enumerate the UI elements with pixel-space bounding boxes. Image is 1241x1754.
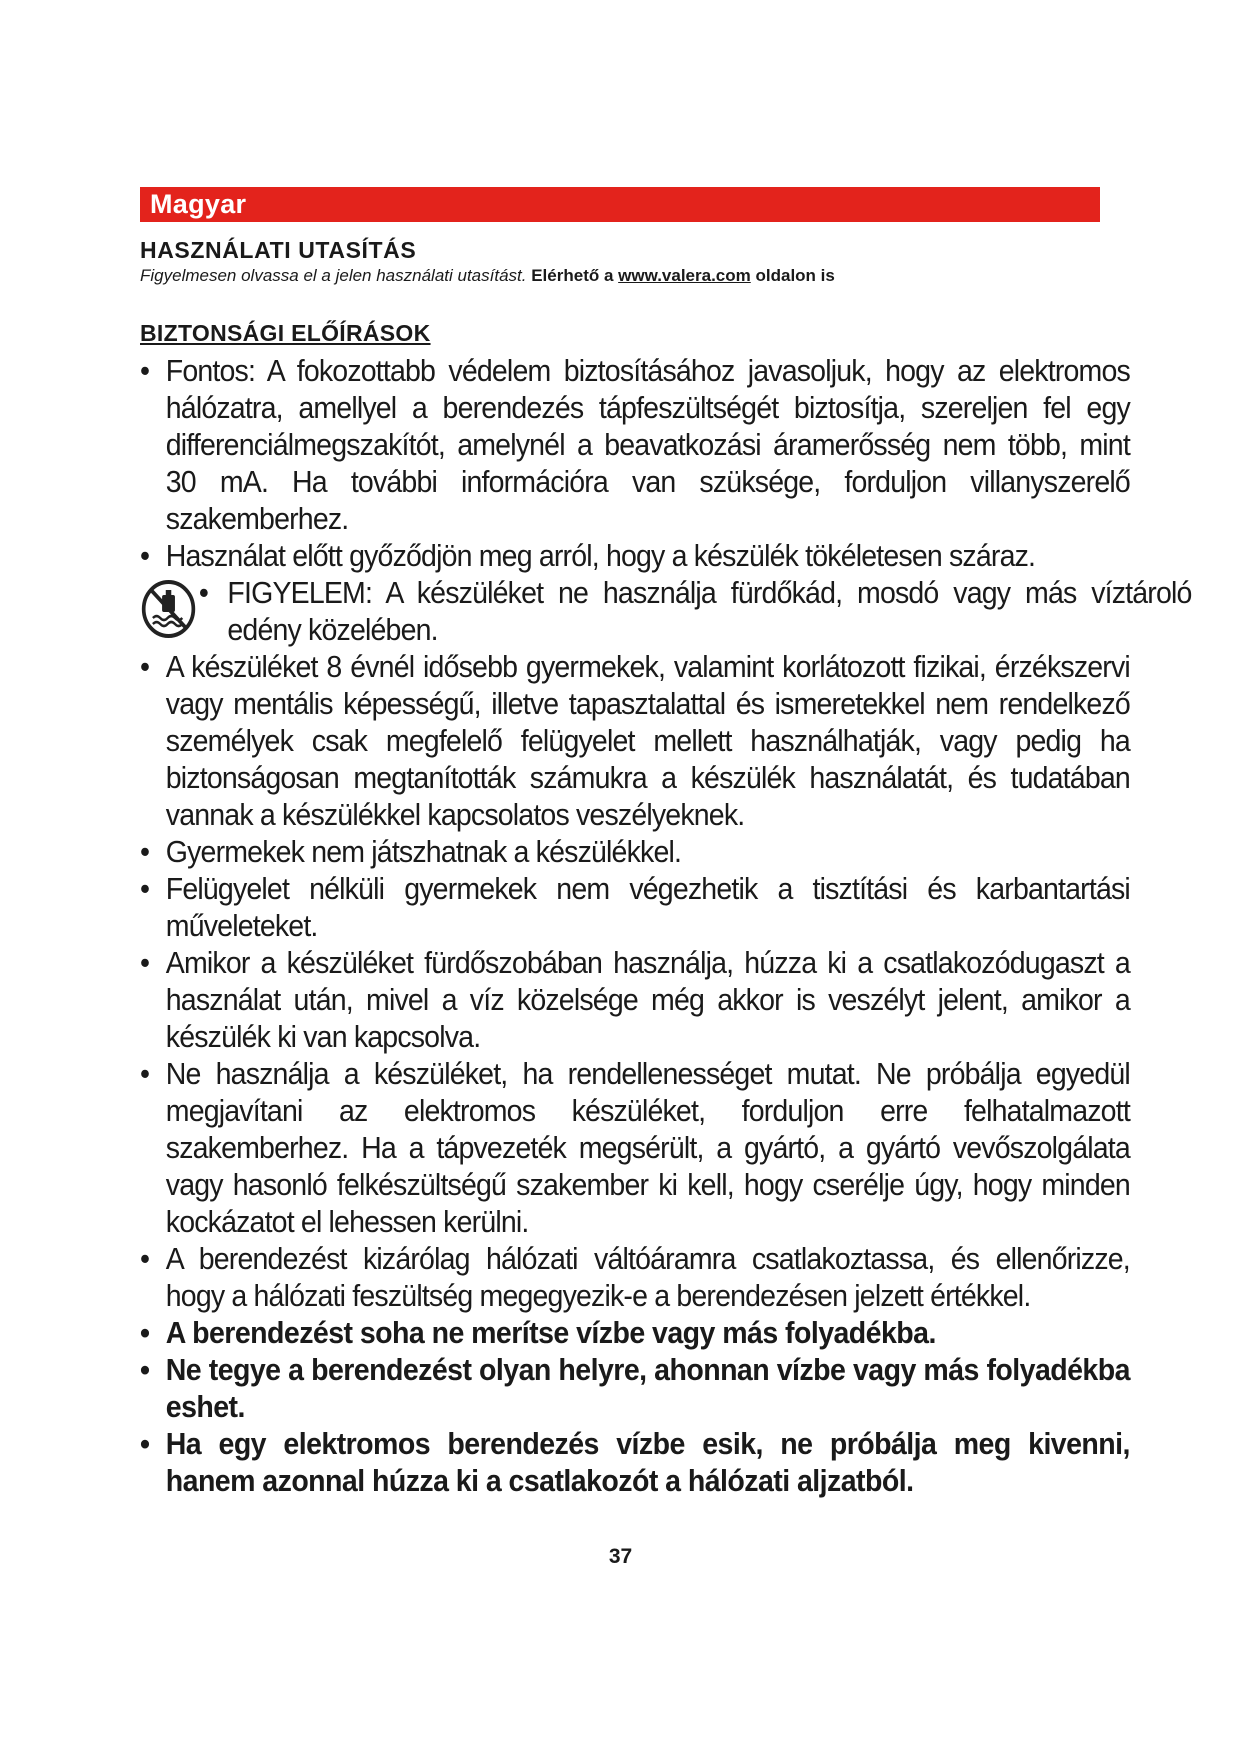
bullet: • — [140, 1056, 150, 1091]
rule-text: A készüléket 8 évnél idősebb gyermekek, valamint korlátozott fizikai, érzékszervi vagy mentális képességű, illetve tapasztalattal és ismeretekkel nem rendelkező személyek csak megfelelő felügyelet mellett használhatják, vagy pedig ha biztonságosan megtanították számukra a készülék használatát, és tudatában vannak a készülékkel kapcsolatos veszélyeknek. — [165, 649, 1130, 832]
rule-text: A berendezést soha ne merítse vízbe vagy más folyadékba. — [165, 1315, 936, 1350]
rule-item-bold — [140, 1314, 1130, 1351]
rule-text: A berendezést kizárólag hálózati váltóáramra csatlakoztassa, és ellenőrizze, hogy a hálózati feszültség megegyezik-e a berendezésen jelzett értékkel. — [165, 1241, 1130, 1313]
rule-text: FIGYELEM: A készüléket ne használja fürdőkád, mosdó vagy más víztároló edény közelében. — [227, 575, 1192, 647]
rule-item — [140, 1055, 1130, 1240]
bullet: • — [140, 871, 150, 906]
rule-item-bold — [140, 1425, 1130, 1499]
rule-item-bold — [140, 1351, 1130, 1425]
rule-text: Felügyelet nélküli gyermekek nem végezhetik a tisztítási és karbantartási műveleteket. — [165, 871, 1130, 943]
language-bar — [140, 187, 1100, 222]
bullet: • — [140, 834, 150, 869]
page-number: 37 — [608, 1545, 633, 1568]
bullet: • — [140, 1352, 150, 1387]
bullet: • — [198, 575, 209, 610]
rule-text: Fontos: A fokozottabb védelem biztosításához javasoljuk, hogy az elektromos hálózatra, amellyel a berendezés tápfeszültségét biztosítja, szereljen fel egy differenciálmegszakítót, amelynél a beavatkozási áramerősség nem több, mint 30 mA. Ha további információra van szüksége, forduljon villanyszerelő szakemberhez. — [165, 353, 1130, 536]
rule-text: Ne használja a készüléket, ha rendellenességet mutat. Ne próbálja egyedül megjavítani az elektromos készüléket, forduljon erre felhatalmazott szakemberhez. Ha a tápvezeték megsérült, a gyártó, a gyártó vevőszolgálata vagy hasonló felkészültségű szakember ki kell, hogy cserélje úgy, hogy minden kockázatot el lehessen kerülni. — [165, 1056, 1130, 1239]
bullet: • — [140, 945, 150, 980]
bullet: • — [140, 649, 150, 684]
rule-item-warning — [140, 574, 1192, 648]
language-label: Magyar — [150, 189, 247, 219]
no-use-near-water-icon — [140, 578, 197, 640]
bullet: • — [140, 1315, 150, 1350]
rule-text: Gyermekek nem játszhatnak a készülékkel. — [165, 834, 682, 869]
section-title: BIZTONSÁGI ELŐÍRÁSOK — [140, 320, 431, 346]
rule-item — [140, 1240, 1130, 1314]
rule-text: Ha egy elektromos berendezés vízbe esik, ne próbálja meg kivenni, hanem azonnal húzza ki a csatlakozót a hálózati aljzatból. — [165, 1426, 1130, 1498]
rule-text: Használat előtt győződjön meg arról, hogy a készülék tökéletesen száraz. — [165, 538, 1036, 573]
subtitle-available: Elérhető a — [531, 266, 614, 285]
rule-text: Ne tegye a berendezést olyan helyre, ahonnan vízbe vagy más folyadékba eshet. — [165, 1352, 1130, 1424]
subtitle-instruction: Figyelmesen olvassa el a jelen használati utasítást. — [140, 266, 527, 285]
rule-item — [140, 352, 1130, 537]
rule-item — [140, 537, 1130, 574]
document-subtitle — [140, 266, 835, 286]
rule-item — [140, 648, 1130, 833]
rule-item — [140, 944, 1130, 1055]
bullet: • — [140, 1426, 150, 1461]
bullet: • — [140, 353, 150, 388]
safety-rules-list — [140, 352, 1192, 1499]
bullet: • — [140, 538, 150, 573]
rule-item — [140, 833, 1130, 870]
subtitle-end: oldalon is — [755, 266, 835, 285]
rule-text: Amikor a készüléket fürdőszobában használja, húzza ki a csatlakozódugaszt a használat után, mivel a víz közelsége még akkor is veszélyt jelent, amikor a készülék ki van kapcsolva. — [165, 945, 1130, 1054]
bullet: • — [140, 1241, 150, 1276]
website-link[interactable]: www.valera.com — [618, 266, 751, 285]
rule-item — [140, 870, 1130, 944]
document-title: HASZNÁLATI UTASÍTÁS — [140, 237, 417, 263]
